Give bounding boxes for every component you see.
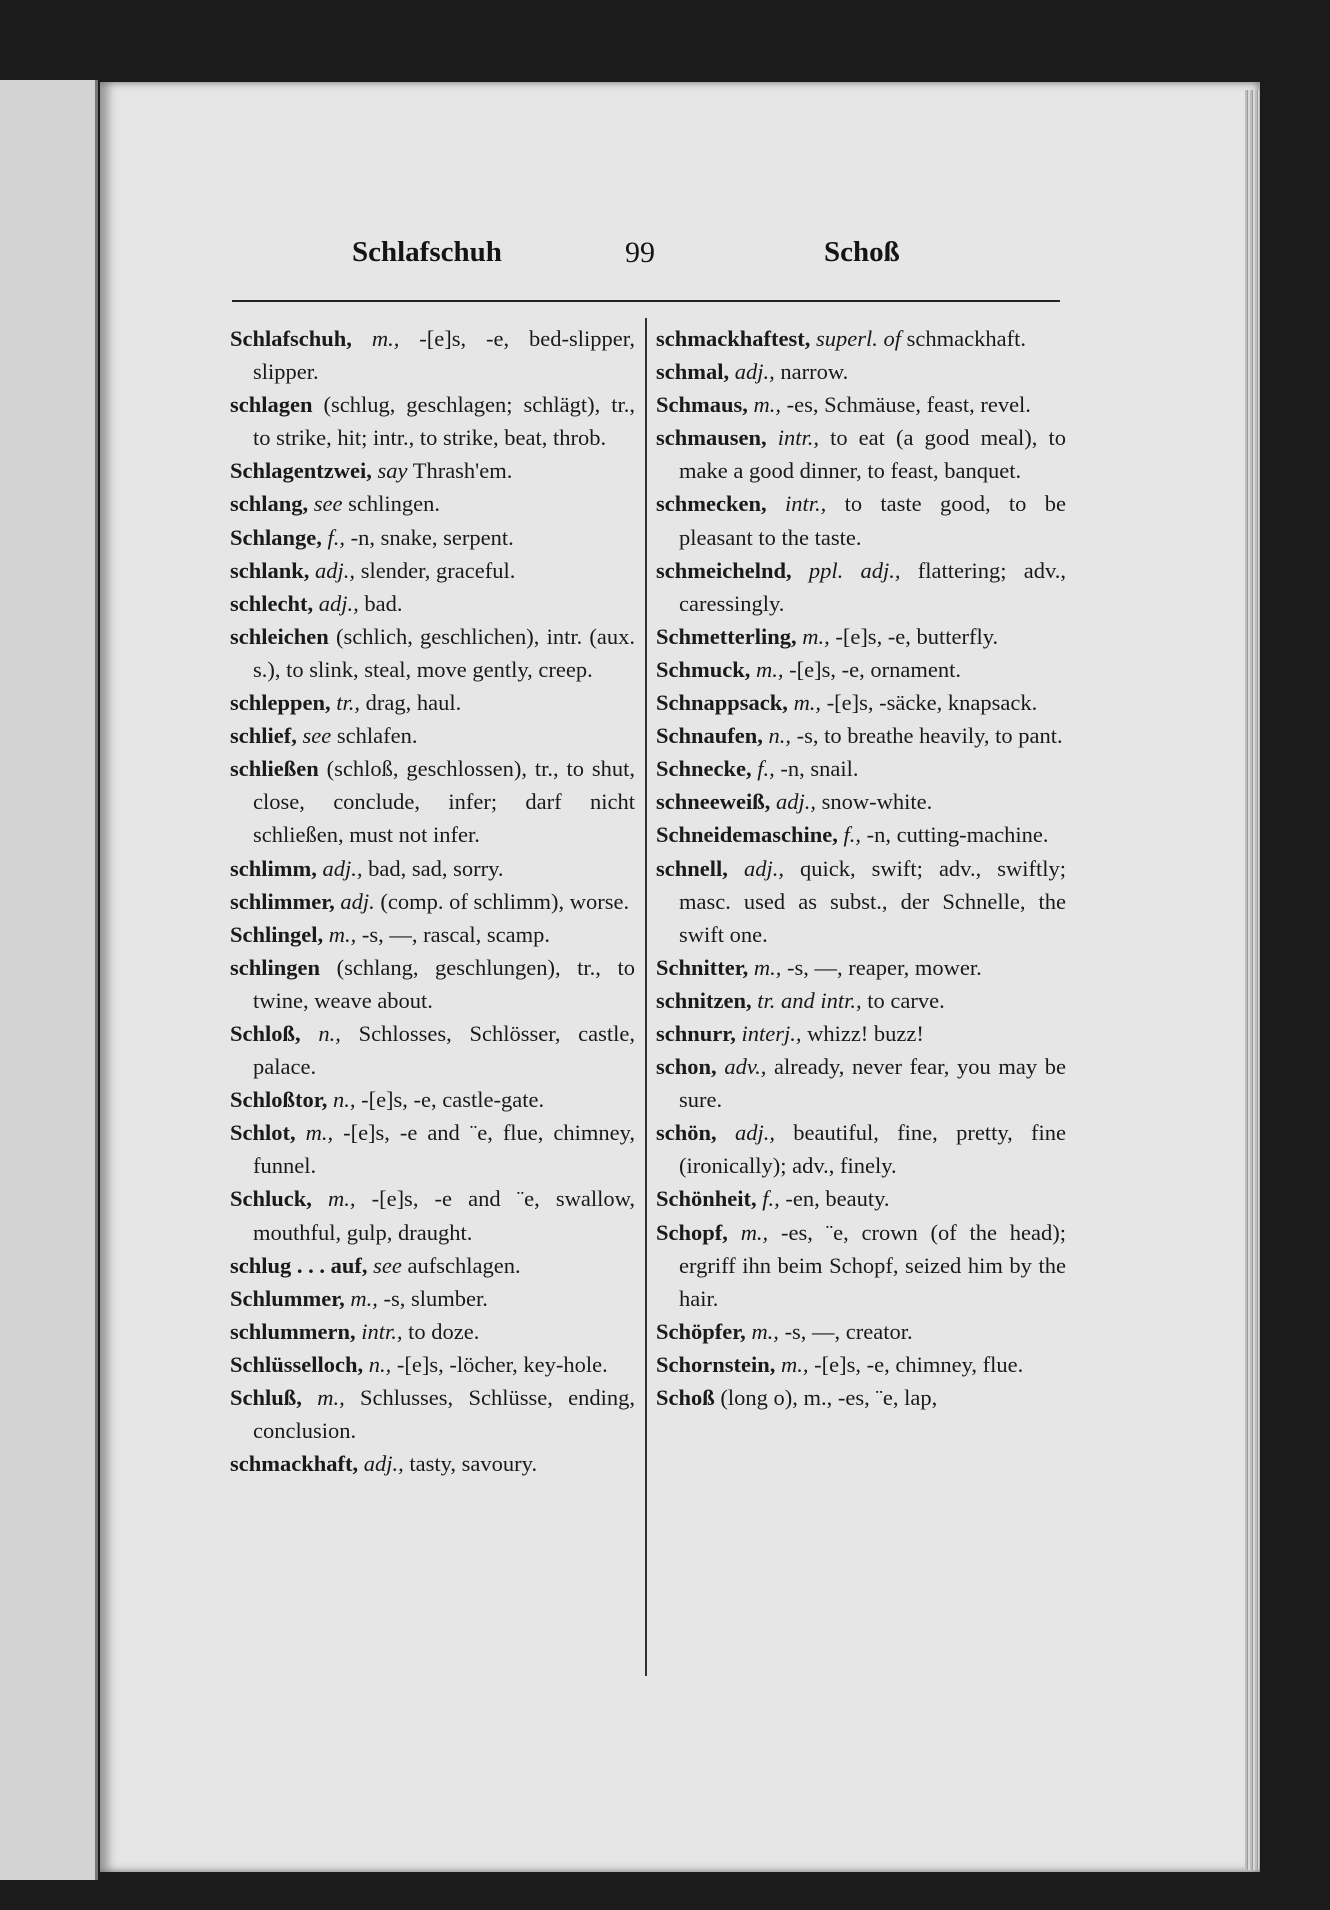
entry-headword: schnitzen, bbox=[656, 987, 752, 1013]
entry-definition: -[e]s, -e, bed-slipper, slipper. bbox=[253, 326, 635, 385]
entry-definition: -es, ¨e, crown (of the head); ergriff ihn beim Schopf, seized him by the hair. bbox=[679, 1219, 1066, 1311]
entry-grammar: adj., bbox=[734, 359, 775, 385]
dictionary-entry bbox=[230, 620, 635, 686]
entry-grammar: see bbox=[302, 723, 332, 749]
entry-definition: -[e]s, -e, chimney, flue. bbox=[814, 1351, 1024, 1377]
entry-headword: schlang, bbox=[230, 491, 309, 517]
entry-definition: (comp. of schlimm), worse. bbox=[380, 888, 630, 914]
entry-headword: schmackhaftest, bbox=[656, 326, 811, 351]
dictionary-entry bbox=[656, 1050, 1066, 1116]
dictionary-entry bbox=[656, 388, 1066, 421]
entry-definition: to taste good, to be pleasant to the taste. bbox=[679, 491, 1067, 550]
entry-definition: -s, —, rascal, scamp. bbox=[361, 921, 550, 947]
dictionary-entry bbox=[656, 1381, 1066, 1414]
entry-definition: snow-white. bbox=[821, 789, 933, 815]
entry-grammar: tr. and intr., bbox=[757, 987, 862, 1013]
entry-headword: Schluck, bbox=[230, 1186, 312, 1212]
entry-definition: flattering; adv., caressingly. bbox=[679, 557, 1066, 616]
entry-grammar: adj. bbox=[340, 888, 375, 914]
entry-definition: already, never fear, you may be sure. bbox=[679, 1054, 1067, 1113]
entry-headword: schlug . . . auf, bbox=[230, 1252, 368, 1278]
dictionary-entry bbox=[656, 1182, 1066, 1215]
entry-grammar: interj., bbox=[741, 1020, 802, 1046]
entry-headword: Schöpfer, bbox=[656, 1318, 746, 1344]
entry-definition: -[e]s, -e and ¨e, flue, chimney, funnel. bbox=[253, 1120, 636, 1179]
entry-definition: -[e]s, -e, butterfly. bbox=[835, 623, 999, 649]
dictionary-entry bbox=[230, 686, 635, 719]
dictionary-entry bbox=[230, 587, 635, 620]
page-stack-edge bbox=[1245, 90, 1259, 1870]
entry-headword: schlank, bbox=[230, 557, 310, 583]
dictionary-entry bbox=[656, 686, 1066, 719]
entry-definition: -s, slumber. bbox=[383, 1285, 488, 1311]
dictionary-entry bbox=[656, 1216, 1066, 1315]
entry-definition: Thrash'em. bbox=[412, 458, 513, 484]
entry-definition: to carve. bbox=[867, 987, 945, 1013]
entry-definition: drag, haul. bbox=[365, 690, 462, 716]
entry-definition: -[e]s, -säcke, knapsack. bbox=[826, 690, 1038, 716]
entry-definition: -s, to breathe heavily, to pant. bbox=[796, 723, 1063, 749]
dictionary-entry bbox=[230, 1116, 635, 1182]
entry-grammar: adj., bbox=[363, 1451, 404, 1477]
entry-grammar: adj., bbox=[776, 789, 817, 815]
dictionary-entry bbox=[230, 1017, 635, 1083]
entry-headword: schlimmer, bbox=[230, 888, 335, 914]
entry-definition: bad. bbox=[364, 590, 403, 616]
left-guide-word: Schlafschuh bbox=[352, 236, 502, 268]
entry-definition: to doze. bbox=[408, 1318, 480, 1344]
entry-definition: -[e]s, -e, ornament. bbox=[789, 656, 961, 682]
entry-headword: schmausen, bbox=[656, 425, 767, 451]
entry-grammar: adj., bbox=[318, 590, 359, 616]
entry-grammar: intr., bbox=[361, 1318, 403, 1344]
entry-grammar: m., bbox=[753, 392, 782, 418]
entry-grammar: m., bbox=[305, 1120, 334, 1146]
entry-grammar: intr., bbox=[777, 425, 819, 451]
entry-headword: Schnappsack, bbox=[656, 690, 788, 716]
entry-headword: Schornstein, bbox=[656, 1351, 776, 1377]
entry-definition: -[e]s, -e, castle-gate. bbox=[361, 1087, 545, 1113]
dictionary-entry bbox=[230, 951, 635, 1017]
entry-definition: -[e]s, -e and ¨e, swallow, mouthful, gulp, draught. bbox=[253, 1186, 636, 1245]
dictionary-entry bbox=[656, 1116, 1066, 1182]
entry-headword: Schlot, bbox=[230, 1120, 296, 1146]
entry-headword: schlief, bbox=[230, 723, 297, 749]
entry-headword: schmeichelnd, bbox=[656, 557, 792, 583]
dictionary-entry bbox=[656, 554, 1066, 620]
dictionary-entry bbox=[656, 1315, 1066, 1348]
dictionary-entry bbox=[656, 785, 1066, 818]
header-rule bbox=[232, 300, 1060, 302]
entry-headword: Schloßtor, bbox=[230, 1087, 328, 1113]
entry-headword: schlagen bbox=[230, 392, 313, 418]
dictionary-entry bbox=[656, 984, 1066, 1017]
entry-grammar: adv., bbox=[724, 1054, 767, 1080]
entry-grammar: f., bbox=[762, 1186, 780, 1212]
dictionary-entry bbox=[656, 653, 1066, 686]
entry-grammar: say bbox=[377, 458, 408, 484]
entry-headword: schlecht, bbox=[230, 590, 314, 616]
dictionary-entry bbox=[230, 1315, 635, 1348]
column-divider bbox=[645, 318, 647, 1676]
entry-definition: to eat (a good meal), to make a good dinner, to feast, banquet. bbox=[679, 425, 1066, 484]
entry-headword: schleichen bbox=[230, 623, 329, 649]
dictionary-entry bbox=[230, 1249, 635, 1282]
dictionary-entry bbox=[230, 322, 635, 388]
entry-definition: -[e]s, -löcher, key-hole. bbox=[396, 1351, 608, 1377]
entry-definition: schlafen. bbox=[336, 723, 418, 749]
entry-grammar: n., bbox=[368, 1351, 392, 1377]
dictionary-entry bbox=[656, 818, 1066, 851]
entry-headword: Schneidemaschine, bbox=[656, 822, 838, 848]
entry-definition: whizz! buzz! bbox=[807, 1020, 924, 1046]
entry-headword: Schoß bbox=[656, 1385, 715, 1410]
entry-definition: quick, swift; adv., swiftly; masc. used as subst., der Schnelle, the swift one. bbox=[679, 855, 1067, 947]
left-column bbox=[230, 322, 635, 1480]
dictionary-entry bbox=[656, 1348, 1066, 1381]
dictionary-entry bbox=[656, 322, 1066, 355]
dictionary-entry bbox=[230, 554, 635, 587]
dictionary-entry bbox=[230, 918, 635, 951]
entry-headword: schließen bbox=[230, 756, 319, 782]
dictionary-entry bbox=[230, 752, 635, 851]
dictionary-entry bbox=[656, 487, 1066, 553]
dictionary-entry bbox=[230, 1282, 635, 1315]
entry-grammar: adj., bbox=[315, 557, 356, 583]
entry-headword: Schlummer, bbox=[230, 1285, 345, 1311]
entry-headword: Schnecke, bbox=[656, 756, 752, 782]
entry-definition: (schlich, geschlichen), intr. (aux. s.), to slink, steal, move gently, creep. bbox=[253, 623, 636, 682]
entry-grammar: f., bbox=[843, 822, 862, 848]
entry-grammar: adj., bbox=[743, 855, 784, 881]
entry-grammar: n., bbox=[318, 1020, 341, 1046]
entry-grammar: f., bbox=[757, 756, 775, 782]
entry-definition: narrow. bbox=[780, 359, 849, 385]
dictionary-entry bbox=[230, 1182, 635, 1248]
entry-headword: Schmaus, bbox=[656, 392, 748, 418]
dictionary-entry bbox=[230, 1381, 635, 1447]
entry-grammar: adj., bbox=[322, 855, 363, 881]
entry-headword: Schnitter, bbox=[656, 954, 749, 980]
dictionary-entry bbox=[656, 951, 1066, 984]
entry-grammar: see bbox=[313, 491, 343, 517]
entry-headword: Schluß, bbox=[230, 1385, 302, 1410]
entry-definition: (long o), m., -es, ¨e, lap, bbox=[720, 1385, 938, 1410]
dictionary-entry bbox=[656, 1017, 1066, 1050]
entry-headword: schleppen, bbox=[230, 690, 331, 716]
entry-grammar: m., bbox=[751, 1318, 779, 1344]
entry-grammar: n., bbox=[768, 723, 792, 749]
dictionary-entry bbox=[656, 752, 1066, 785]
dictionary-entry bbox=[656, 719, 1066, 752]
entry-headword: Schlange, bbox=[230, 524, 322, 550]
entry-headword: Schopf, bbox=[656, 1219, 728, 1245]
entry-headword: Schönheit, bbox=[656, 1186, 757, 1212]
entry-headword: schön, bbox=[656, 1120, 717, 1146]
page-number: 99 bbox=[625, 236, 655, 269]
entry-definition: schlingen. bbox=[348, 491, 440, 517]
entry-grammar: m., bbox=[753, 954, 782, 980]
dictionary-entry bbox=[656, 355, 1066, 388]
dictionary-entry bbox=[656, 852, 1066, 951]
entry-headword: schnell, bbox=[656, 855, 728, 881]
entry-headword: Schmuck, bbox=[656, 656, 751, 682]
entry-definition: beautiful, fine, pretty, fine (ironically); adv., finely. bbox=[679, 1120, 1067, 1179]
entry-grammar: see bbox=[373, 1252, 402, 1278]
entry-grammar: f., bbox=[327, 524, 346, 550]
entry-headword: Schmetterling, bbox=[656, 623, 797, 649]
entry-grammar: m., bbox=[371, 326, 400, 351]
entry-grammar: n., bbox=[332, 1087, 356, 1113]
entry-definition: tasty, savoury. bbox=[409, 1451, 538, 1477]
entry-grammar: adj., bbox=[734, 1120, 775, 1146]
entry-headword: Schlagentzwei, bbox=[230, 458, 372, 484]
entry-grammar: m., bbox=[328, 921, 357, 947]
dictionary-entry bbox=[656, 620, 1066, 653]
entry-definition: aufschlagen. bbox=[407, 1252, 521, 1278]
entry-grammar: m., bbox=[740, 1219, 769, 1245]
dictionary-entry bbox=[230, 1083, 635, 1116]
entry-grammar: tr., bbox=[336, 690, 361, 716]
entry-grammar: m., bbox=[328, 1186, 356, 1212]
dictionary-entry bbox=[230, 1348, 635, 1381]
dictionary-entry bbox=[230, 1447, 635, 1480]
previous-page-edge bbox=[0, 80, 98, 1880]
dictionary-entry bbox=[230, 388, 635, 454]
right-guide-word: Schoß bbox=[824, 236, 900, 268]
entry-grammar: intr., bbox=[784, 491, 827, 517]
dictionary-entry bbox=[230, 521, 635, 554]
entry-headword: schlummern, bbox=[230, 1318, 356, 1344]
entry-headword: schlingen bbox=[230, 954, 321, 980]
entry-headword: schlimm, bbox=[230, 855, 317, 881]
entry-definition: slender, graceful. bbox=[360, 557, 516, 583]
dictionary-entry bbox=[656, 421, 1066, 487]
entry-headword: schmal, bbox=[656, 359, 730, 385]
entry-definition: Schlusses, Schlüsse, ending, conclusion. bbox=[253, 1385, 636, 1444]
entry-headword: schnurr, bbox=[656, 1020, 736, 1046]
entry-definition: -es, Schmäuse, feast, revel. bbox=[786, 392, 1031, 418]
entry-headword: Schlüsselloch, bbox=[230, 1351, 364, 1377]
entry-definition: schmackhaft. bbox=[906, 326, 1026, 351]
entry-definition: (schlang, geschlungen), tr., to twine, weave about. bbox=[253, 954, 636, 1013]
entry-headword: Schloß, bbox=[230, 1020, 301, 1046]
entry-definition: -n, cutting-machine. bbox=[866, 822, 1049, 848]
entry-headword: Schlingel, bbox=[230, 921, 324, 947]
entry-grammar: m., bbox=[781, 1351, 809, 1377]
entry-grammar: superl. of bbox=[815, 326, 901, 351]
running-header bbox=[0, 236, 1330, 276]
entry-grammar: m., bbox=[802, 623, 830, 649]
entry-headword: schmecken, bbox=[656, 491, 767, 517]
entry-definition: -s, —, creator. bbox=[784, 1318, 913, 1344]
entry-definition: -en, beauty. bbox=[785, 1186, 890, 1212]
entry-headword: schmackhaft, bbox=[230, 1451, 359, 1477]
dictionary-entry bbox=[230, 719, 635, 752]
entry-definition: -s, —, reaper, mower. bbox=[787, 954, 982, 980]
entry-headword: schon, bbox=[656, 1054, 717, 1080]
entry-grammar: m., bbox=[756, 656, 784, 682]
entry-definition: (schloß, geschlossen), tr., to shut, close, conclude, infer; darf nicht schließen, must not infer. bbox=[253, 756, 635, 848]
entry-grammar: m., bbox=[793, 690, 822, 716]
entry-headword: Schlafschuh, bbox=[230, 326, 352, 351]
right-column bbox=[656, 322, 1066, 1414]
entry-headword: Schnaufen, bbox=[656, 723, 763, 749]
dictionary-entry bbox=[230, 454, 635, 487]
entry-grammar: m., bbox=[317, 1385, 345, 1410]
entry-definition: bad, sad, sorry. bbox=[368, 855, 504, 881]
entry-definition: -n, snake, serpent. bbox=[350, 524, 514, 550]
dictionary-entry bbox=[230, 852, 635, 885]
entry-definition: (schlug, geschlagen; schlägt), tr., to strike, hit; intr., to strike, beat, throb. bbox=[253, 392, 635, 451]
entry-headword: schneeweiß, bbox=[656, 789, 771, 815]
entry-grammar: ppl. adj., bbox=[808, 557, 901, 583]
dictionary-entry bbox=[230, 885, 635, 918]
entry-definition: -n, snail. bbox=[780, 756, 859, 782]
entry-grammar: m., bbox=[350, 1285, 378, 1311]
entry-definition: Schlosses, Schlösser, castle, palace. bbox=[253, 1020, 636, 1080]
dictionary-entry bbox=[230, 487, 635, 520]
